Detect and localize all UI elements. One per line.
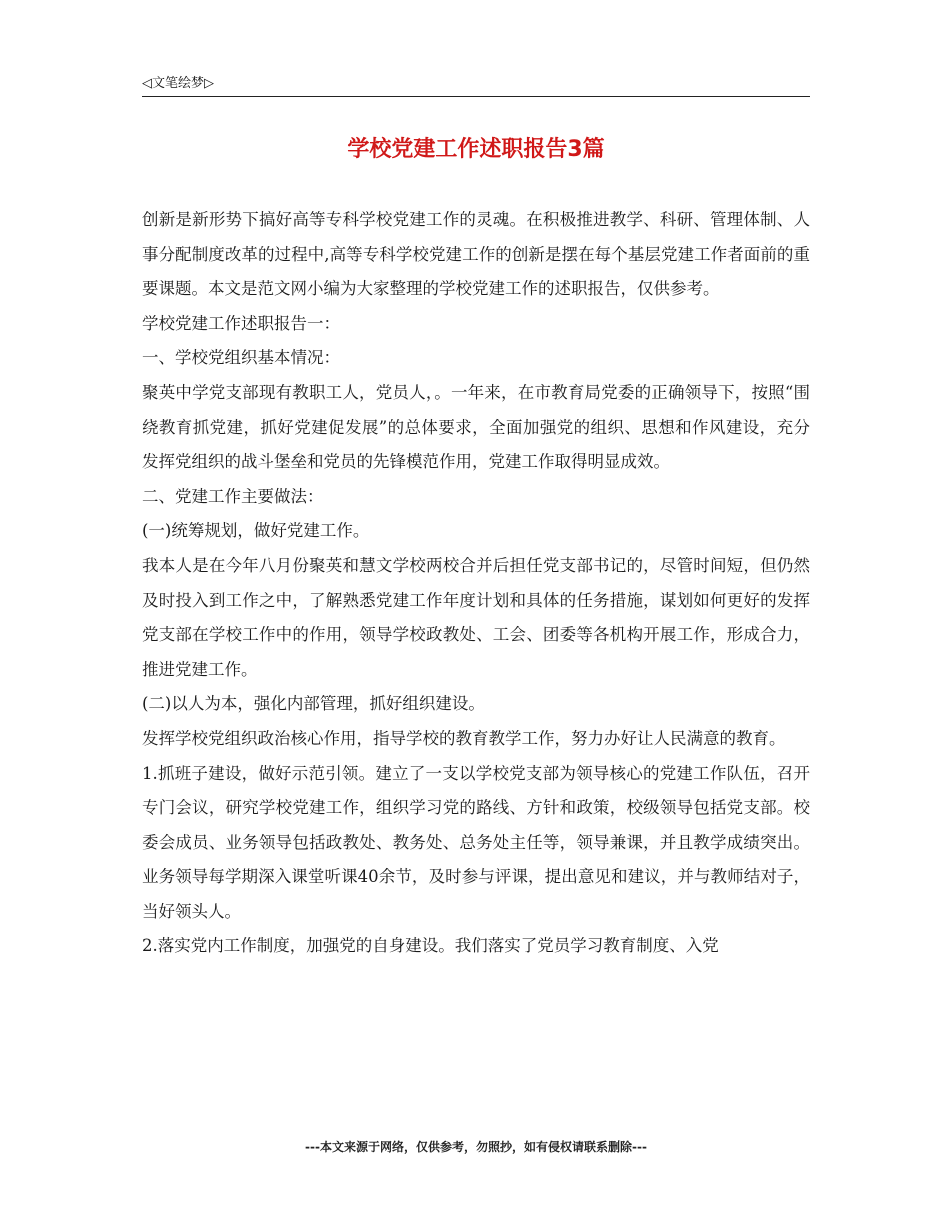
paragraph-section-one-heading: 一、学校党组织基本情况： (142, 348, 340, 368)
paragraph-planning: 我本人是在今年八月份聚英和慧文学校两校合并后担任党支部书记的，尽管时间短，但仍然及时投入到工作之中，了解熟悉党建工作年度计划和具体的任务措施，谋划如何更好的发挥党支部在学校工作中的作用，领导学校政教处、工会、团委等各机构开展工作，形成合力，推进党建工作。 (142, 555, 810, 679)
paragraph-item-one: 1.抓班子建设，做好示范引领。建立了一支以学校党支部为领导核心的党建工作队伍，召开专门会议，研究学校党建工作，组织学习党的路线、方针和政策，校级领导包括党支部。校委会成员、业务领导包括政教处、教务处、总务处主任等，领导兼课，并且教学成绩突出。业务领导每学期深入课堂听课40余节，及时参与评课，提出意见和建议，并与教师结对子，当好领头人。 (142, 763, 810, 921)
paragraph-intro: 创新是新形势下搞好高等专科学校党建工作的灵魂。在积极推进教学、科研、管理体制、人事分配制度改革的过程中,高等专科学校党建工作的创新是摆在每个基层党建工作者面前的重要课题。本文是范文网小编为大家整理的学校党建工作的述职报告，仅供参考。 (142, 210, 810, 299)
page-footer: ---本文来源于网络，仅供参考，勿照抄，如有侵权请联系删除--- (305, 1140, 647, 1154)
paragraph-section-two-heading: 二、党建工作主要做法： (142, 486, 324, 506)
header-brand: ◁文笔绘梦▷ (142, 76, 214, 91)
document-body (142, 203, 810, 964)
document-title: 学校党建工作述职报告3篇 (347, 137, 605, 162)
paragraph-core-role: 发挥学校党组织政治核心作用，指导学校的教育教学工作，努力办好让人民满意的教育。 (142, 728, 786, 748)
paragraph-subsection-one-heading: (一)统筹规划，做好党建工作。 (142, 521, 370, 541)
paragraph-report-one-heading: 学校党建工作述职报告一： (142, 313, 340, 333)
page-header (142, 74, 810, 97)
paragraph-basic-info: 聚英中学党支部现有教职工人，党员人，。一年来，在市教育局党委的正确领导下，按照“围绕教育抓党建，抓好党建促发展”的总体要求，全面加强党的组织、思想和作风建设，充分发挥党组织的战斗堡垒和党员的先锋模范作用，党建工作取得明显成效。 (142, 382, 810, 472)
paragraph-subsection-two-heading: (二)以人为本，强化内部管理，抓好组织建设。 (142, 694, 485, 714)
paragraph-item-two: 2.落实党内工作制度，加强党的自身建设。我们落实了党员学习教育制度、入党 (142, 936, 719, 956)
